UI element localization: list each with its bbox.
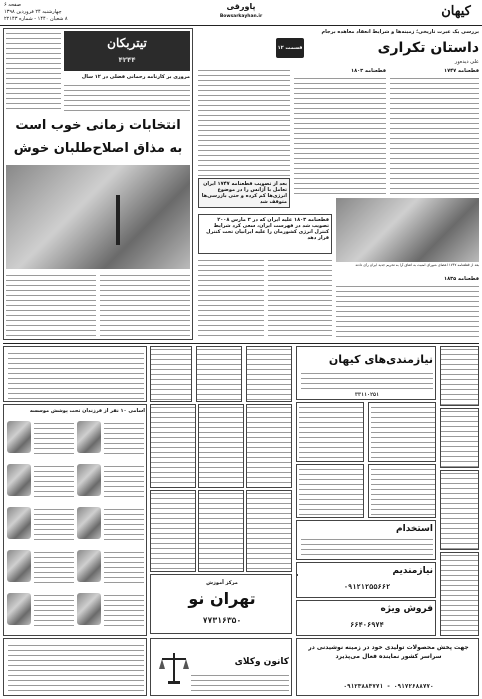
classified-ad: [246, 404, 292, 488]
tehran-iran-ad: [296, 574, 298, 576]
sponsorship-heading: اسامی ۱۰ نفر از فرزندان تحت پوشش موسسه: [29, 408, 145, 414]
child-photo: [77, 464, 101, 496]
scale-icon: [159, 649, 189, 685]
ad-label: استخدام: [396, 524, 433, 534]
kayhan-ads-phone: ۳۳۱۱۰۲۵۱: [354, 392, 380, 398]
child-info: [34, 593, 74, 629]
classified-ad: [296, 464, 364, 518]
child-entry: [77, 419, 145, 460]
speaker-photo: [6, 165, 190, 269]
highlight-box: بعد از تصویب قطعنامه ۱۷۴۷ ایران تعامل با آژانس را در موضوع انرژی‌ها کم کرده و حتی بازرسی‌ها متوقف شد: [198, 178, 290, 208]
tehran-no-ad: [150, 574, 292, 634]
child-info: [104, 507, 144, 543]
child-info: [34, 421, 74, 457]
tehran-no-phone: ۷۷۳۱۶۳۵۰: [202, 616, 242, 625]
child-info: [104, 464, 144, 500]
text-column: [294, 76, 386, 194]
kayhan-ads-info: [301, 371, 433, 391]
photo-caption: بعد از قطعنامه ۱۷۴۷ اعضای شورای امنیت به اتفاق آرا به تحریم جدید ایران رأی دادند: [355, 263, 479, 267]
masthead-bar: [0, 0, 482, 26]
child-photo: [77, 593, 101, 625]
issue-line: ۸ شعبان ۱۴۴۰ - شماره ۲۲۱۴۳: [4, 16, 68, 22]
child-info: [104, 593, 144, 629]
article-kicker: بررسی یک عبرت تاریخی؛ زمینه‌ها و شرایط انعقاد معاهده برجام: [321, 29, 479, 35]
text-column: [6, 31, 61, 111]
kayhan-ads-title: نیازمندی‌های کیهان: [328, 353, 433, 366]
classified-ad: [296, 520, 436, 560]
series-title: تیتربکان: [107, 36, 147, 50]
text-column: [268, 258, 332, 338]
classified-ad: [198, 404, 244, 488]
classified-ad: [440, 552, 479, 636]
child-info: [34, 550, 74, 586]
feature-headline: مروری بر کارنامه رحمانی فضلی در ۱۲ سال: [81, 74, 190, 80]
child-info: [104, 421, 144, 457]
child-entry: [7, 591, 75, 632]
lawyer-title: کانون وکلای: [234, 657, 289, 667]
classified-ad: [296, 402, 364, 462]
date-line: چهارشنبه ۲۴ فروردین ۱۳۹۸: [4, 9, 62, 15]
child-photo: [77, 421, 101, 453]
main-article: [196, 28, 479, 340]
child-entry: [7, 419, 75, 460]
website[interactable]: Bowsarkayhan.ir: [219, 14, 263, 19]
child-entry: [7, 548, 75, 589]
child-info: [34, 507, 74, 543]
microphone-icon: [116, 195, 120, 245]
child-info: [104, 550, 144, 586]
child-entry: [77, 462, 145, 503]
ads-column: [296, 402, 436, 636]
tehran-no-sub: مرکز آموزش: [206, 580, 238, 586]
bottom-left-ad: [3, 638, 147, 696]
kayhan-ads-header: [296, 346, 436, 400]
ad-phone: ۶۶۴۰۶۹۷۴: [350, 621, 384, 629]
subhead: قطعنامه ۱۸۳۵: [444, 276, 479, 282]
beverage-distribution-ad: [296, 638, 479, 696]
text-column: [390, 76, 479, 194]
child-photo: [7, 421, 31, 453]
child-entry: [77, 591, 145, 632]
logo: کیهان: [441, 4, 471, 19]
child-entry: [77, 505, 145, 546]
classified-ad: [150, 404, 196, 488]
classified-ad: [296, 562, 436, 598]
big-title-line-2: به مذاق اصلاح‌طلبان خوش: [13, 141, 183, 156]
section-title: پاورقی: [226, 2, 256, 11]
classified-ad: [150, 490, 196, 572]
boxed-ad: [3, 346, 147, 402]
text-column: [64, 83, 190, 111]
classified-ad: [296, 600, 436, 636]
classified-ad: [440, 346, 479, 406]
text-column: [336, 284, 479, 338]
text-column: [100, 273, 190, 337]
distribution-phone: ۰۹۱۲۳۸۸۴۷۷۱ - ۰۹۱۷۲۶۸۸۷۷۰: [343, 683, 434, 690]
classified-ad: [440, 408, 479, 468]
classified-ad: [198, 490, 244, 572]
classifieds-grid: [150, 404, 292, 572]
tehran-no-title: تهران نو: [188, 589, 256, 608]
lawyer-ad: [150, 638, 292, 696]
child-entry: [7, 462, 75, 503]
phone-table: [196, 346, 242, 402]
phone-table: [246, 346, 292, 402]
child-entry: [7, 505, 75, 546]
subhead: قطعنامه ۱۷۴۷: [444, 68, 479, 74]
child-photo: [7, 464, 31, 496]
text-column: [198, 258, 264, 338]
distribution-slogan: جهت پخش محصولات تولیدی خود در زمینه نوشیدنی در سراسر کشور نماینده فعال می‌پذیرد: [308, 644, 469, 660]
child-info: [34, 464, 74, 500]
child-photo: [7, 507, 31, 539]
classified-ad: [440, 470, 479, 550]
subhead: قطعنامه ۱۸۰۳: [351, 68, 386, 74]
un-security-council-photo: [336, 198, 479, 262]
child-photo: [77, 550, 101, 582]
left-feature: [3, 28, 193, 340]
children-sponsorship-ad: [3, 404, 147, 636]
series-number: ۴۲۴۴: [118, 56, 136, 64]
child-entry: [77, 548, 145, 589]
right-ads-column: [440, 346, 479, 636]
ad-phone: ۰۹۱۲۱۲۵۵۶۶۲: [343, 583, 391, 591]
classified-ad: [368, 402, 436, 462]
part-badge-label: قسمت ۱۲: [277, 45, 303, 51]
divider: [3, 343, 479, 344]
part-badge: [276, 38, 304, 58]
text-column: [6, 273, 96, 337]
page-label: صفحه ۶: [4, 2, 21, 8]
classified-ad: [368, 464, 436, 518]
child-photo: [7, 550, 31, 582]
article-author: علی دیده‌ور: [454, 59, 479, 65]
ad-label: فروش ویژه: [380, 604, 433, 614]
ad-label: نیازمندیم: [392, 566, 433, 576]
series-banner: [64, 31, 190, 71]
child-photo: [77, 507, 101, 539]
phone-tables: [196, 346, 292, 402]
classified-ad: [246, 490, 292, 572]
big-title-line-1: انتخابات زمانی خوب است: [15, 118, 181, 133]
child-photo: [7, 593, 31, 625]
quote-box: قطعنامه ۱۸۰۳ علیه ایران که در ۳ مارس ۲۰۰۸ تصویب شد در فهرست ایران، سعی کرد شرایط کنترل انرژی کشورمان را علیه ایرانیان تحت کنترل قرار دهد: [198, 214, 332, 254]
phone-table: [150, 346, 192, 402]
article-title: داستان تکراری: [377, 40, 479, 56]
